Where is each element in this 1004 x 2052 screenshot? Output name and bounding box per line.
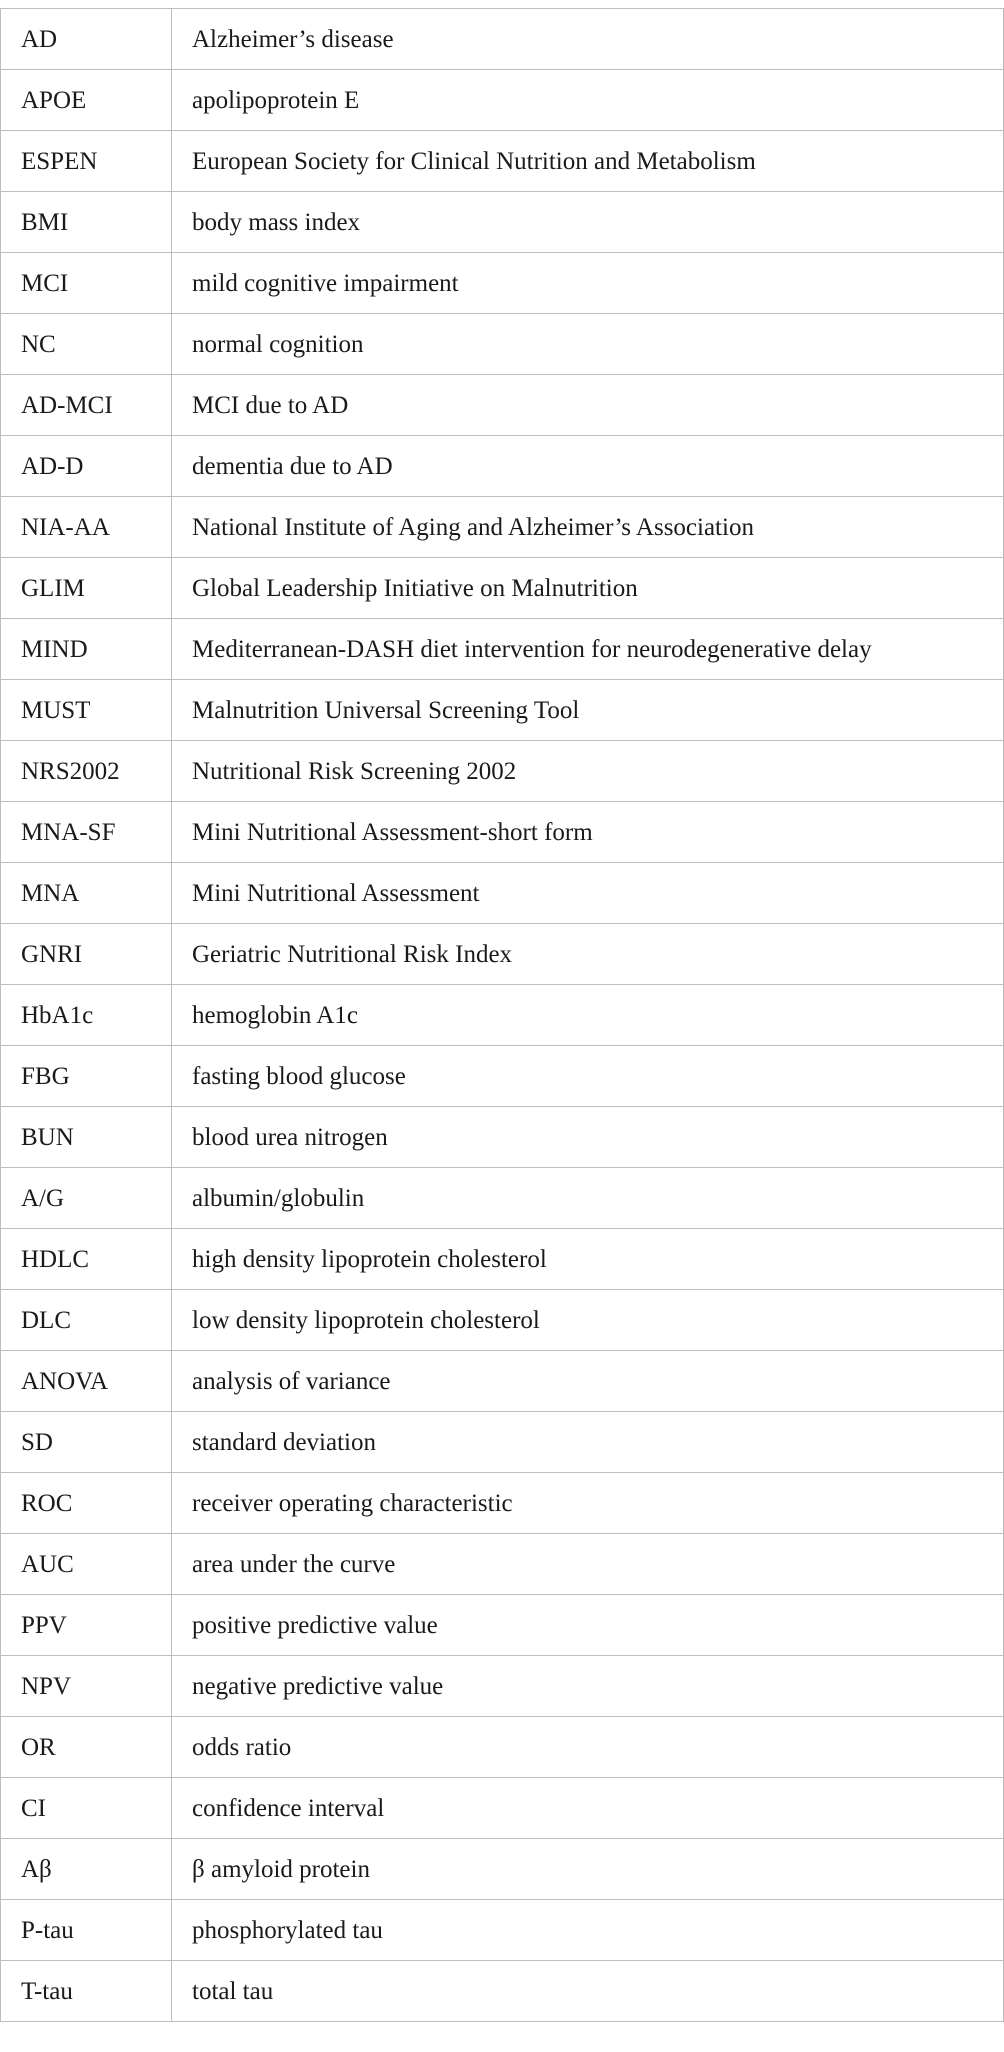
table-row — [1, 131, 1004, 192]
table-row — [1, 741, 1004, 802]
table-row — [1, 924, 1004, 985]
definition-cell: Malnutrition Universal Screening Tool — [172, 680, 1004, 741]
abbreviation-cell: AUC — [1, 1534, 172, 1595]
definition-cell: odds ratio — [172, 1717, 1004, 1778]
abbreviation-cell: Aβ — [1, 1839, 172, 1900]
table-row — [1, 680, 1004, 741]
table-row — [1, 1839, 1004, 1900]
table-row — [1, 1473, 1004, 1534]
table-row — [1, 1656, 1004, 1717]
definition-cell: confidence interval — [172, 1778, 1004, 1839]
abbreviation-cell: P-tau — [1, 1900, 172, 1961]
abbreviation-cell: HbA1c — [1, 985, 172, 1046]
table-row — [1, 1900, 1004, 1961]
definition-cell: Global Leadership Initiative on Malnutrition — [172, 558, 1004, 619]
definition-cell: apolipoprotein E — [172, 70, 1004, 131]
table-row — [1, 1290, 1004, 1351]
definition-cell: European Society for Clinical Nutrition and Metabolism — [172, 131, 1004, 192]
table-row — [1, 1229, 1004, 1290]
table-row — [1, 9, 1004, 70]
abbreviation-cell: ROC — [1, 1473, 172, 1534]
table-row — [1, 1107, 1004, 1168]
table-row — [1, 1412, 1004, 1473]
abbreviation-cell: APOE — [1, 70, 172, 131]
table-row — [1, 558, 1004, 619]
abbreviation-cell: NRS2002 — [1, 741, 172, 802]
definition-cell: high density lipoprotein cholesterol — [172, 1229, 1004, 1290]
table-row — [1, 1595, 1004, 1656]
table-row — [1, 70, 1004, 131]
definition-cell: Mini Nutritional Assessment — [172, 863, 1004, 924]
abbreviation-cell: A/G — [1, 1168, 172, 1229]
abbreviations-table — [0, 8, 1004, 2022]
abbreviation-cell: ESPEN — [1, 131, 172, 192]
definition-cell: hemoglobin A1c — [172, 985, 1004, 1046]
table-row — [1, 375, 1004, 436]
abbreviation-cell: PPV — [1, 1595, 172, 1656]
definition-cell: Geriatric Nutritional Risk Index — [172, 924, 1004, 985]
definition-cell: normal cognition — [172, 314, 1004, 375]
table-row — [1, 436, 1004, 497]
definition-cell: area under the curve — [172, 1534, 1004, 1595]
table-row — [1, 1961, 1004, 2022]
definition-cell: phosphorylated tau — [172, 1900, 1004, 1961]
definition-cell: standard deviation — [172, 1412, 1004, 1473]
abbreviation-cell: NC — [1, 314, 172, 375]
abbreviation-cell: GLIM — [1, 558, 172, 619]
table-row — [1, 192, 1004, 253]
definition-cell: negative predictive value — [172, 1656, 1004, 1717]
table-row — [1, 314, 1004, 375]
definition-cell: albumin/globulin — [172, 1168, 1004, 1229]
table-row — [1, 985, 1004, 1046]
abbreviation-cell: BMI — [1, 192, 172, 253]
abbreviation-cell: CI — [1, 1778, 172, 1839]
definition-cell: Nutritional Risk Screening 2002 — [172, 741, 1004, 802]
abbreviation-cell: T-tau — [1, 1961, 172, 2022]
definition-cell: positive predictive value — [172, 1595, 1004, 1656]
definition-cell: MCI due to AD — [172, 375, 1004, 436]
definition-cell: low density lipoprotein cholesterol — [172, 1290, 1004, 1351]
table-row — [1, 1046, 1004, 1107]
table-row — [1, 497, 1004, 558]
abbreviation-cell: DLC — [1, 1290, 172, 1351]
definition-cell: total tau — [172, 1961, 1004, 2022]
table-row — [1, 619, 1004, 680]
table-row — [1, 863, 1004, 924]
table-row — [1, 1717, 1004, 1778]
definition-cell: National Institute of Aging and Alzheimer’s Association — [172, 497, 1004, 558]
definition-cell: blood urea nitrogen — [172, 1107, 1004, 1168]
abbreviation-cell: HDLC — [1, 1229, 172, 1290]
abbreviation-cell: MNA — [1, 863, 172, 924]
definition-cell: body mass index — [172, 192, 1004, 253]
abbreviation-cell: OR — [1, 1717, 172, 1778]
table-row — [1, 1534, 1004, 1595]
definition-cell: Alzheimer’s disease — [172, 9, 1004, 70]
abbreviations-table-body — [1, 9, 1004, 2022]
abbreviation-cell: MIND — [1, 619, 172, 680]
table-row — [1, 1778, 1004, 1839]
table-row — [1, 1168, 1004, 1229]
abbreviation-cell: FBG — [1, 1046, 172, 1107]
definition-cell: β amyloid protein — [172, 1839, 1004, 1900]
abbreviation-cell: MCI — [1, 253, 172, 314]
abbreviation-cell: ANOVA — [1, 1351, 172, 1412]
abbreviation-cell: AD — [1, 9, 172, 70]
abbreviation-cell: MUST — [1, 680, 172, 741]
definition-cell: analysis of variance — [172, 1351, 1004, 1412]
abbreviation-cell: BUN — [1, 1107, 172, 1168]
table-row — [1, 253, 1004, 314]
abbreviation-cell: NIA-AA — [1, 497, 172, 558]
definition-cell: receiver operating characteristic — [172, 1473, 1004, 1534]
abbreviation-cell: AD-D — [1, 436, 172, 497]
abbreviation-cell: AD-MCI — [1, 375, 172, 436]
abbreviation-cell: NPV — [1, 1656, 172, 1717]
table-row — [1, 802, 1004, 863]
abbreviation-cell: SD — [1, 1412, 172, 1473]
definition-cell: Mini Nutritional Assessment-short form — [172, 802, 1004, 863]
definition-cell: mild cognitive impairment — [172, 253, 1004, 314]
definition-cell: Mediterranean-DASH diet intervention for neurodegenerative delay — [172, 619, 1004, 680]
abbreviation-cell: MNA-SF — [1, 802, 172, 863]
table-row — [1, 1351, 1004, 1412]
definition-cell: dementia due to AD — [172, 436, 1004, 497]
definition-cell: fasting blood glucose — [172, 1046, 1004, 1107]
abbreviation-cell: GNRI — [1, 924, 172, 985]
